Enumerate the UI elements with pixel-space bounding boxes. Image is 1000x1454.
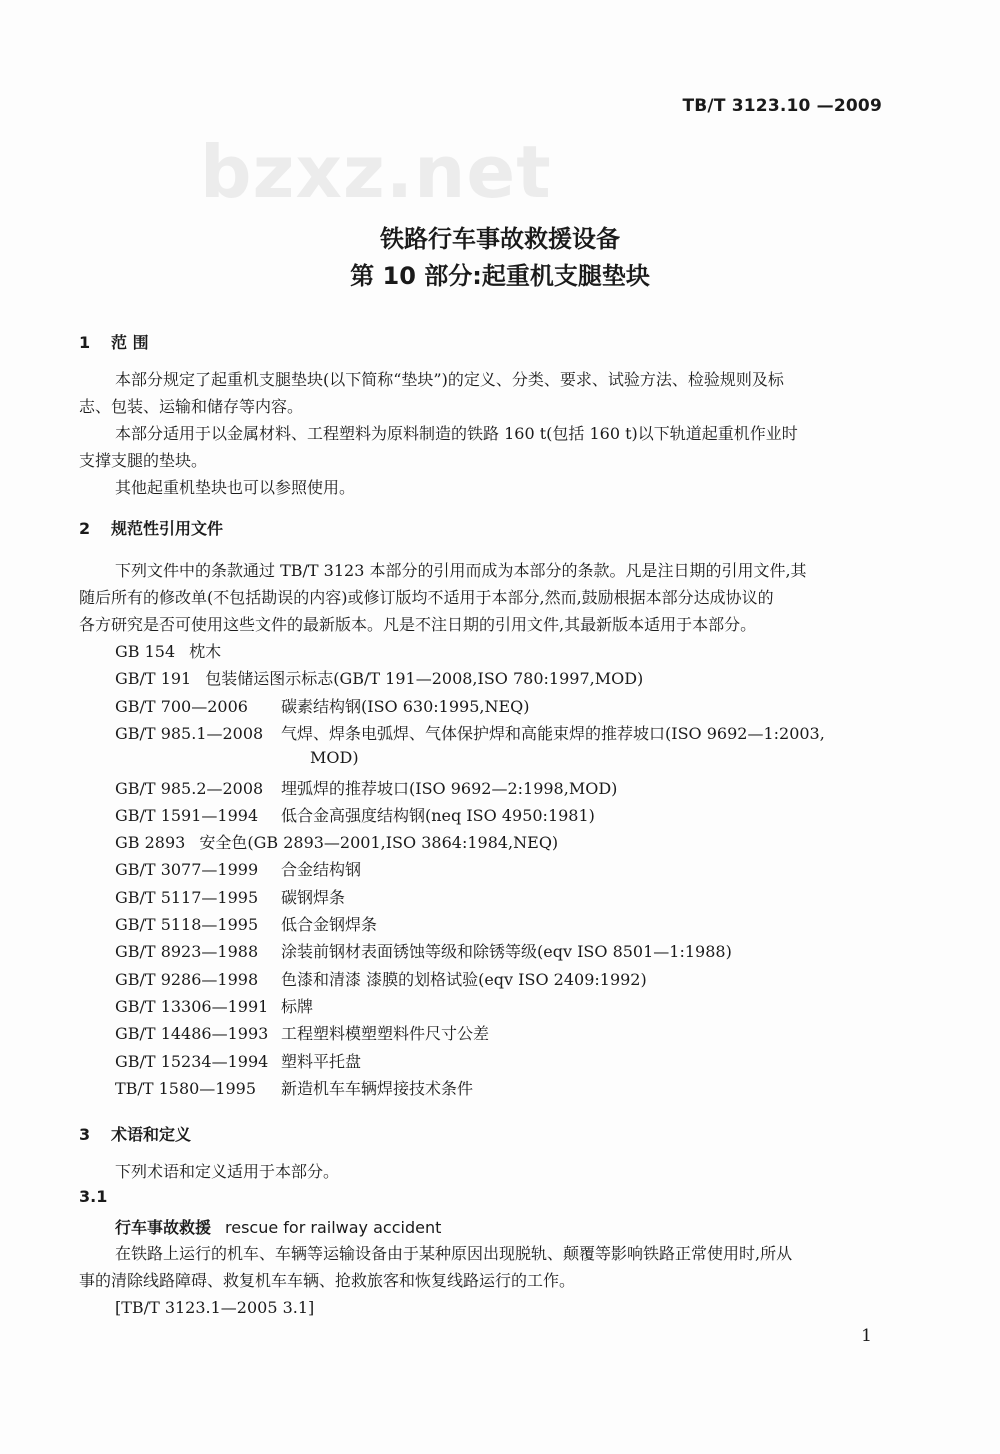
section-1-heading <box>79 330 149 353</box>
reference-item <box>115 776 617 799</box>
section-title: 术语和定义 <box>111 1125 192 1144</box>
reference-title: 碳钢焊条 <box>281 887 346 907</box>
section-number: 2 <box>79 519 91 538</box>
reference-item <box>115 994 313 1017</box>
text-line: 随后所有的修改单(不包括勘误的内容)或修订版均不适用于本部分,然而,鼓励根据本部分达成协议的 <box>79 588 774 607</box>
section-1-para-1 <box>79 366 885 420</box>
section-number: 1 <box>79 333 91 352</box>
document-title-line2: 第 10 部分:起重机支腿垫块 <box>350 262 650 290</box>
reference-code: GB 2893 <box>115 833 186 853</box>
reference-title: 涂装前钢材表面锈蚀等级和除锈等级(eqv ISO 8501—1:1988) <box>281 942 732 962</box>
reference-item <box>115 1049 361 1072</box>
text-line: 本部分规定了起重机支腿垫块(以下简称“垫块”)的定义、分类、要求、试验方法、检验规则及标 <box>115 370 784 389</box>
term-english: rescue for railway accident <box>225 1218 442 1237</box>
reference-title: 新造机车车辆焊接技术条件 <box>281 1078 474 1098</box>
reference-title: 标牌 <box>281 996 314 1016</box>
source-reference: [TB/T 3123.1—2005 3.1] <box>115 1298 315 1317</box>
reference-item <box>115 803 595 826</box>
reference-item <box>115 857 361 880</box>
reference-item <box>115 830 558 853</box>
text-line: 其他起重机垫块也可以参照使用。 <box>115 478 356 497</box>
section-1-para-2 <box>79 420 885 474</box>
standard-code: TB/T 3123.10 —2009 <box>682 96 882 116</box>
reference-code: GB/T 985.1—2008 <box>115 723 264 743</box>
reference-item <box>115 694 530 717</box>
term-entry <box>115 1215 441 1238</box>
term-chinese: 行车事故救援 <box>115 1218 212 1237</box>
reference-title: 包装储运图示标志(GB/T 191—2008,ISO 780:1997,MOD) <box>205 669 644 689</box>
term-definition <box>79 1240 885 1294</box>
text-line: 事的清除线路障碍、救复机车车辆、抢救旅客和恢复线路运行的工作。 <box>79 1271 576 1290</box>
reference-code: GB/T 5117—1995 <box>115 887 259 907</box>
reference-code: GB/T 700—2006 <box>115 696 248 716</box>
reference-title: 碳素结构钢(ISO 630:1995,NEQ) <box>281 696 530 716</box>
reference-code: GB/T 14486—1993 <box>115 1024 269 1044</box>
reference-code: GB/T 9286—1998 <box>115 969 259 989</box>
reference-item <box>115 939 732 962</box>
reference-title-continued: MOD) <box>310 748 359 768</box>
reference-code: TB/T 1580—1995 <box>115 1078 257 1098</box>
reference-item <box>115 666 643 689</box>
reference-code: GB/T 15234—1994 <box>115 1051 269 1071</box>
page-number: 1 <box>861 1326 872 1346</box>
reference-item <box>115 1021 489 1044</box>
reference-code: GB 154 <box>115 642 176 661</box>
reference-item <box>115 912 377 935</box>
text-line: 支撑支腿的垫块。 <box>79 451 208 470</box>
term-source <box>115 1294 885 1321</box>
reference-title: 气焊、焊条电弧焊、气体保护焊和高能束焊的推荐坡口(ISO 9692—1:2003, <box>281 723 825 743</box>
reference-code: GB/T 13306—1991 <box>115 996 269 1016</box>
reference-item <box>115 1076 473 1099</box>
text-line: 各方研究是否可使用这些文件的最新版本。凡是不注日期的引用文件,其最新版本适用于本部分。 <box>79 615 757 634</box>
reference-code: GB/T 5118—1995 <box>115 915 259 934</box>
reference-title: 合金结构钢 <box>281 860 362 880</box>
reference-title: 枕木 <box>189 642 222 661</box>
reference-item <box>115 721 825 744</box>
reference-item <box>115 967 647 990</box>
reference-title: 安全色(GB 2893—2001,ISO 3864:1984,NEQ) <box>199 833 559 853</box>
text-line: 下列术语和定义适用于本部分。 <box>115 1162 340 1181</box>
reference-code: GB/T 191 <box>115 669 192 689</box>
text-line: 下列文件中的条款通过 TB/T 3123 本部分的引用而成为本部分的条款。凡是注日期的引用文件,其 <box>115 561 807 580</box>
text-line: 志、包装、运输和储存等内容。 <box>79 397 304 416</box>
document-title-line1: 铁路行车事故救援设备 <box>380 225 620 253</box>
reference-code: GB/T 1591—1994 <box>115 805 259 825</box>
subsection-3-1-number <box>79 1187 107 1206</box>
reference-code: GB/T 985.2—2008 <box>115 778 264 798</box>
reference-title: 低合金钢焊条 <box>281 915 378 934</box>
section-2-intro <box>79 557 885 638</box>
reference-title: 埋弧焊的推荐坡口(ISO 9692—2:1998,MOD) <box>281 778 618 798</box>
reference-title: 低合金高强度结构钢(neq ISO 4950:1981) <box>281 805 595 825</box>
section-3-intro <box>115 1158 885 1185</box>
section-number: 3 <box>79 1125 91 1144</box>
section-title: 规范性引用文件 <box>111 519 224 538</box>
reference-title: 色漆和清漆 漆膜的划格试验(eqv ISO 2409:1992) <box>281 969 647 989</box>
reference-title: 工程塑料模塑塑料件尺寸公差 <box>281 1024 490 1044</box>
subsection-number: 3.1 <box>79 1187 108 1206</box>
reference-title: 塑料平托盘 <box>281 1051 362 1071</box>
text-line: 在铁路上运行的机车、车辆等运输设备由于某种原因出现脱轨、颠覆等影响铁路正常使用时,所从 <box>115 1244 793 1263</box>
text-line: 本部分适用于以金属材料、工程塑料为原料制造的铁路 160 t(包括 160 t)以下轨道起重机作业时 <box>115 424 798 443</box>
section-1-para-3 <box>115 474 885 501</box>
reference-item <box>115 639 221 662</box>
watermark-text: bzxz.net <box>200 130 552 214</box>
section-2-heading <box>79 516 223 539</box>
reference-code: GB/T 8923—1988 <box>115 942 259 962</box>
section-title: 范 围 <box>111 333 149 352</box>
reference-code: GB/T 3077—1999 <box>115 860 259 880</box>
section-3-heading <box>79 1122 191 1145</box>
reference-item <box>115 885 345 908</box>
